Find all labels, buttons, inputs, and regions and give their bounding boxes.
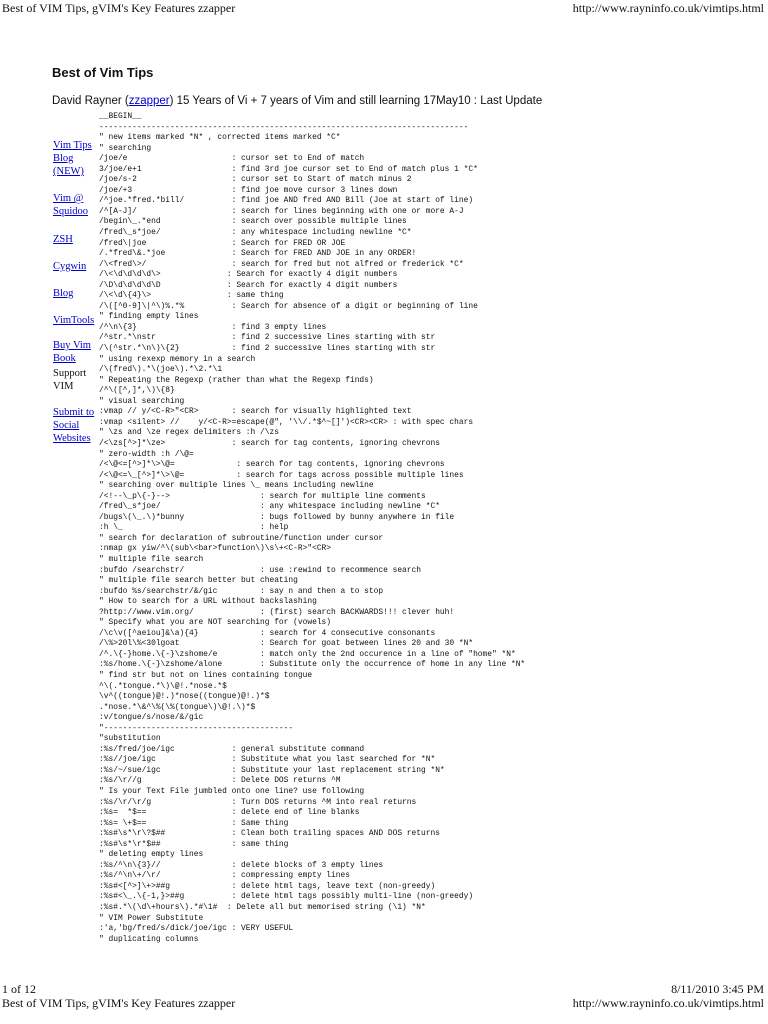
sidebar-link-vim-tips[interactable]: Vim Tips — [53, 140, 92, 151]
code-line: " find str but not on lines containing tongue — [99, 670, 313, 680]
code-line: :%s/^\n\{3}// : delete blocks of 3 empty lines — [99, 860, 384, 870]
code-line: /^.\{-}home.\{-}\zshome/e : match only the 2nd occurence in a line of "home" *N* — [99, 649, 516, 659]
code-line: /joe/+3 : find joe move cursor 3 lines down — [99, 185, 398, 195]
code-line: " How to search for a URL without backslashing — [99, 597, 317, 607]
sidebar-link-blog[interactable]: Blog — [53, 288, 74, 299]
code-line: " zero-width :h /\@= — [99, 449, 194, 459]
code-line: :%s= \+$== : Same thing — [99, 818, 289, 828]
code-line: /\(^str.*\n\)\{2} : find 2 successive lines starting with str — [99, 344, 436, 354]
code-line: /fred\_s*joe/ : any whitespace including newline *C* — [99, 228, 412, 238]
byline — [52, 95, 542, 107]
code-line: :%s//joe/igc : Substitute what you last searched for *N* — [99, 755, 436, 765]
code-line: :%s#.*\(\d\+hours\).*#\1# : Delete all but memorised string (\1) *N* — [99, 903, 426, 913]
code-line: " \zs and \ze regex delimiters :h /\zs — [99, 428, 279, 438]
code-line: ?http://www.vim.org/ : (first) search BACKWARDS!!! clever huh! — [99, 607, 455, 617]
code-line: :vmap // y/<C-R>"<CR> : search for visually highlighted text — [99, 407, 412, 417]
code-line: /\D\d\d\d\d\D : Search for exactly 4 digit numbers — [99, 280, 398, 290]
code-line: /joe/e : cursor set to End of match — [99, 154, 365, 164]
code-line: /.*fred\&.*joe : Search for FRED AND JOE in any ORDER! — [99, 249, 417, 259]
code-line: /^joe.*fred.*bill/ : find joe AND fred AND Bill (Joe at start of line) — [99, 196, 474, 206]
code-line: :nmap gx yiw/^\(sub\<bar>function\)\s\+<C-R>"<CR> — [99, 544, 332, 554]
code-line: /\<\d\{4}\> : same thing — [99, 291, 284, 301]
code-line: /<\@<=\_[^>]*\>\@= : search for tags across possible multiple lines — [99, 470, 464, 480]
code-line: " searching — [99, 143, 152, 153]
code-line: :%s#\s*\r\?$## : Clean both trailing spaces AND DOS returns — [99, 829, 440, 839]
code-line: :%s/\r/\r/g : Turn DOS returns ^M into real returns — [99, 797, 417, 807]
code-line: /^str.*\nstr : find 2 successive lines starting with str — [99, 333, 436, 343]
code-line: :%s/\r//g : Delete DOS returns ^M — [99, 776, 341, 786]
code-line: :%s/~/sue/igc : Substitute your last replacement string *N* — [99, 765, 445, 775]
code-line: :h \_ : help — [99, 523, 289, 533]
vim-tips-code-listing — [99, 112, 525, 945]
code-line: /\%>20l\%<30lgoat : Search for goat between lines 20 and 30 *N* — [99, 639, 474, 649]
code-line: :vmap <silent> // y/<C-R>=escape(@", '\\/.*$^~[]')<CR><CR> : with spec chars — [99, 417, 474, 427]
footer-url: http://www.rayninfo.co.uk/vimtips.html — [572, 996, 764, 1010]
code-line: " searching over multiple lines \_ means including newline — [99, 481, 374, 491]
code-line: :%s/^\n\+/\r/ : compressing empty lines — [99, 871, 350, 881]
code-line: 3/joe/e+1 : find 3rd joe cursor set to End of match plus 1 *C* — [99, 164, 478, 174]
code-line: " search for declaration of subroutine/function under cursor — [99, 533, 384, 543]
code-line: " visual searching — [99, 396, 185, 406]
code-line: /fred\|joe : Search for FRED OR JOE — [99, 238, 346, 248]
code-line: " multiple file search better but cheating — [99, 576, 298, 586]
code-line: /^[A-J]/ : search for lines beginning with one or more A-J — [99, 206, 464, 216]
zzapper-link[interactable]: zzapper — [128, 95, 170, 107]
code-line: /\<\d\d\d\d\> : Search for exactly 4 digit numbers — [99, 270, 398, 280]
footer-page-count: 1 of 12 — [2, 982, 36, 996]
code-line: .*nose.*\&^\%(\%(tongue\)\@!.\)*$ — [99, 702, 256, 712]
code-line: /bugs\(\_.\)*bunny : bugs followed by bunny anywhere in file — [99, 512, 455, 522]
code-line: :%s= *$== : delete end of line blanks — [99, 808, 360, 818]
code-line: "---------------------------------------- — [99, 723, 294, 733]
code-line: " multiple file search — [99, 554, 204, 564]
code-line: ------------------------------------------------------------------------------ — [99, 122, 469, 132]
code-line: " Repeating the Regexp (rather than what the Regexp finds) — [99, 375, 374, 385]
code-line: /fred\_s*joe/ : any whitespace including newline *C* — [99, 502, 440, 512]
code-line: " finding empty lines — [99, 312, 199, 322]
code-line: /\c\v([^aeiou]&\a){4} : search for 4 consecutive consonants — [99, 628, 436, 638]
code-line: /<!--\_p\{-}--> : search for multiple line comments — [99, 491, 426, 501]
sidebar-link-vim-squidoo[interactable]: Vim @ Squidoo — [53, 193, 89, 217]
code-line: " VIM Power Substitute — [99, 913, 204, 923]
code-line: /begin\_.*end : search over possible multiple lines — [99, 217, 407, 227]
header-title: Best of VIM Tips, gVIM's Key Features zzapper — [2, 1, 236, 15]
code-line: :%s#<\_.\{-1,}>##g : delete html tags possibly multi-line (non-greedy) — [99, 892, 474, 902]
code-line: " new items marked *N* , corrected items marked *C* — [99, 133, 341, 143]
code-line: /\<fred\>/ : search for fred but not alfred or frederick *C* — [99, 259, 464, 269]
code-line: :bufdo /searchstr/ : use :rewind to recommence search — [99, 565, 421, 575]
sidebar-link-cygwin[interactable]: Cygwin — [53, 261, 87, 272]
code-line: " Specify what you are NOT searching for (vowels) — [99, 618, 332, 628]
code-line: :%s/home.\{-}\zshome/alone : Substitute only the occurrence of home in any line *N* — [99, 660, 526, 670]
footer-title: Best of VIM Tips, gVIM's Key Features zzapper — [2, 996, 236, 1010]
code-line: /\(fred\).*\(joe\).*\2.*\1 — [99, 365, 223, 375]
code-line: __BEGIN__ — [99, 112, 142, 121]
code-line: :'a,'bg/fred/s/dick/joe/igc : VERY USEFUL — [99, 924, 294, 934]
byline-rest: ) 15 Years of Vi + 7 years of Vim and still learning 17May10 : Last Update — [169, 95, 543, 107]
sidebar-link-submit-social[interactable]: Submit to Social Websites — [53, 407, 95, 444]
byline-author: David Rayner ( — [52, 95, 129, 107]
code-line: /<\zs[^>]*\ze> : search for tag contents, ignoring chevrons — [99, 438, 440, 448]
code-line: /^\n\{3} : find 3 empty lines — [99, 322, 327, 332]
footer-datetime: 8/11/2010 3:45 PM — [671, 982, 764, 996]
code-line: " deleting empty lines — [99, 850, 204, 860]
sidebar-link-zsh[interactable]: ZSH — [53, 234, 73, 245]
code-line: " Is your Text File jumbled onto one line? use following — [99, 787, 365, 796]
code-line: /joe/s-2 : cursor set to Start of match minus 2 — [99, 175, 412, 185]
page-title: Best of Vim Tips — [52, 65, 154, 80]
code-line: " using rexexp memory in a search — [99, 354, 256, 364]
code-line: :%s#<[^>]\+>##g : delete html tags, leave text (non-greedy) — [99, 881, 436, 891]
header-url: http://www.rayninfo.co.uk/vimtips.html — [572, 1, 764, 15]
sidebar-link-buy-vim-book[interactable]: Buy Vim Book — [53, 340, 91, 364]
code-line: /^\([^,]*,\)\{8} — [99, 386, 175, 396]
code-line: :v/tongue/s/nose/&/gic — [99, 713, 204, 723]
code-line: :bufdo %s/searchstr/&/gic : say n and then a to stop — [99, 586, 384, 596]
code-line: /<\@<=[^>]*\>\@= : search for tag contents, ignoring chevrons — [99, 460, 445, 470]
code-line: " duplicating columns — [99, 934, 199, 944]
code-line: \v^((tongue)@!.)*nose((tongue)@!.)*$ — [99, 692, 270, 702]
code-line: ^\(.*tongue.*\)\@!.*nose.*$ — [99, 681, 227, 691]
code-line: :%s/fred/joe/igc : general substitute command — [99, 744, 365, 754]
code-line: :%s#\s*\r*$## : same thing — [99, 839, 289, 849]
sidebar-support-vim: Support VIM — [53, 368, 87, 392]
sidebar-link-vimtools[interactable]: VimTools — [53, 315, 95, 326]
code-line: /\([^0-9]\|^\)%.*% : Search for absence of a digit or beginning of line — [99, 301, 478, 311]
sidebar-link-blog-new[interactable]: Blog (NEW) — [53, 153, 84, 177]
code-line: "substitution — [99, 734, 161, 744]
